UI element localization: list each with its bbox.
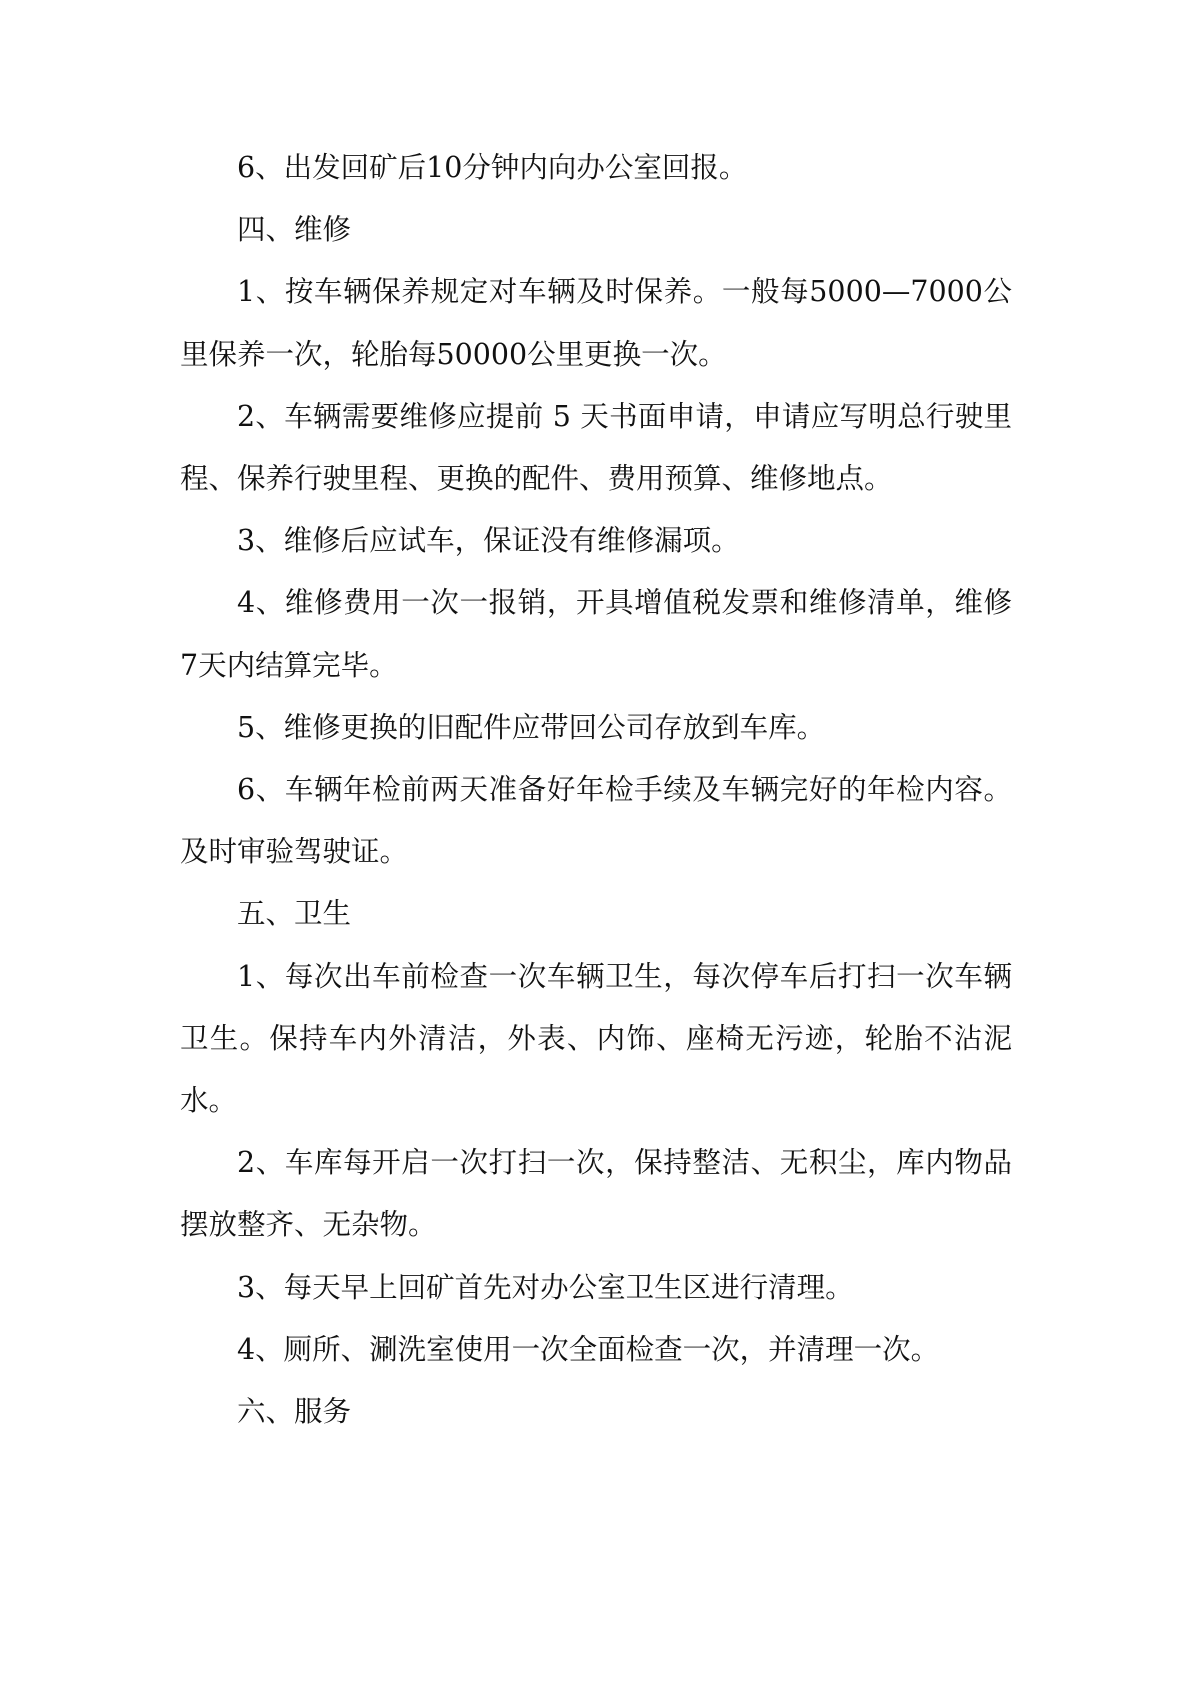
document-body <box>180 137 1012 1443</box>
paragraph-maintenance-6: 6、车辆年检前两天准备好年检手续及车辆完好的年检内容。及时审验驾驶证。 <box>180 773 1012 869</box>
section-heading-hygiene: 五、卫生 <box>237 897 352 931</box>
paragraph-hygiene-2: 2、车库每开启一次打扫一次，保持整洁、无积尘，库内物品摆放整齐、无杂物。 <box>180 1146 1012 1242</box>
paragraph-hygiene-4: 4、厕所、涮洗室使用一次全面检查一次，并清理一次。 <box>237 1332 940 1366</box>
paragraph-hygiene-1: 1、每次出车前检查一次车辆卫生，每次停车后打扫一次车辆卫生。保持车内外清洁，外表、内饰、座椅无污迹，轮胎不沾泥水。 <box>180 959 1012 1118</box>
section-heading-service: 六、服务 <box>237 1395 352 1429</box>
section-heading-maintenance: 四、维修 <box>237 213 352 247</box>
paragraph-maintenance-1: 1、按车辆保养规定对车辆及时保养。一般每5000—7000公里保养一次，轮胎每50000公里更换一次。 <box>180 275 1012 371</box>
paragraph-hygiene-3: 3、每天早上回矿首先对办公室卫生区进行清理。 <box>237 1270 854 1304</box>
paragraph-maintenance-4: 4、维修费用一次一报销，开具增值税发票和维修清单，维修7天内结算完毕。 <box>180 586 1012 682</box>
paragraph-maintenance-5: 5、维修更换的旧配件应带回公司存放到车库。 <box>237 710 826 744</box>
paragraph-maintenance-3: 3、维修后应试车，保证没有维修漏项。 <box>237 524 740 558</box>
paragraph-item-6-report-back: 6、出发回矿后10分钟内向办公室回报。 <box>237 151 748 184</box>
paragraph-maintenance-2: 2、车辆需要维修应提前 5 天书面申请，申请应写明总行驶里程、保养行驶里程、更换的配件、费用预算、维修地点。 <box>180 399 1012 496</box>
